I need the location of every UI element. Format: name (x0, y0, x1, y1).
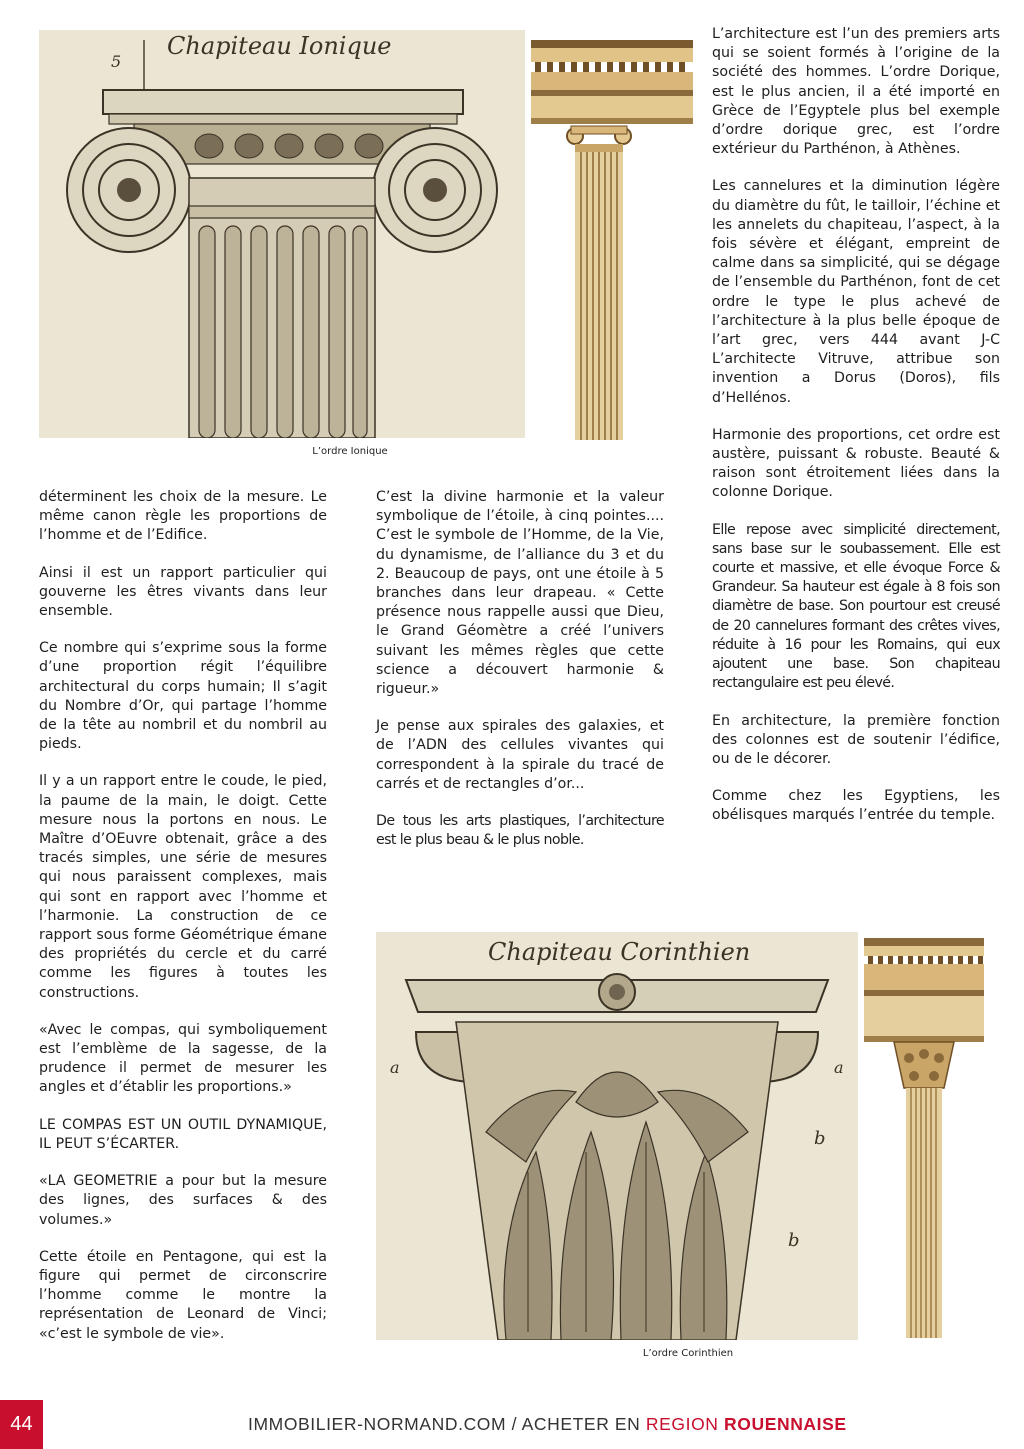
right-paragraph-2: Les cannelures et la diminution légère du diamètre du fût, le tailloir, l’échine et les annelets du chapiteau, l’aspect, à la fois sévère et élégant, empreint de calme dans sa simplicité, qui se dégage de l’ensemble du Parthénon, font de cet ordre le type le plus achevé de l’architecture à la plus belle époque de l’art grec, vers 444 avant J-C L’architecte Vitruve, attribue son invention a Dorus (Doros), fils d’Hellénos. (712, 178, 1000, 406)
ionic-engraving-title: Chapiteau Ionique (167, 32, 392, 60)
right-paragraph-1: L’architecture est l’un des premiers arts qui se soient formés à l’origine de la société des hommes. L’ordre Dorique, est le plus ancien, il a été importé en Grèce de l’Egyptele plus bel exemple d’ordre dorique grec, est l’ordre extérieur du Parthénon, à Athènes. (712, 26, 1000, 158)
corinthian-caption: L’ordre Corinthien (642, 1348, 734, 1359)
left-paragraph-2: Ainsi il est un rapport particulier qui gouverne les êtres vivants dans leur ensemble. (39, 564, 327, 620)
left-paragraph-5: «Avec le compas, qui symboliquement est l’emblème de la sagesse, de la prudence il permet de mesurer les angles et d’établir les proportions.» (39, 1021, 327, 1096)
corinthian-marker-a-right: a (834, 1058, 844, 1077)
footer-site: IMMOBILIER-NORMAND.COM (248, 1414, 507, 1434)
footer-acheter: ACHETER EN (521, 1414, 646, 1434)
left-paragraph-8: Cette étoile en Pentagone, qui est la figure qui permet de circonscrire l’homme comme le montre la représentation de Leonard de Vinci; «c’est le symbole de vie». (39, 1248, 327, 1342)
right-paragraph-4: Elle repose avec simplicité directement, sans base sur le soubassement. Elle est courte et massive, et elle évoque Force & Grandeur. Sa hauteur est égale à 8 fois son diamètre de base. Son pourtour est creusé de 20 cannelures formant des crêtes vives, réduite à 16 pour les Romains, qui eux ajoutent une base. Son chapiteau rectangulaire est peu élevé. (712, 521, 1000, 692)
ionic-capital-engraving (39, 30, 525, 438)
corinthian-capital-engraving (376, 932, 858, 1340)
left-paragraph-4: Il y a un rapport entre le coude, le pied, la paume de la main, le doigt. Cette mesure nous la portons en nous. Le Maître d’OEuvre obtenait, grâce a des tracés simples, une série de mesures qui nous paraissent complexes, mais qui sont en rapport avec l’homme et l’harmonie. La construction de ce rapport sous forme Géométrique émane des propriétés du cercle et du carré comme les figures à toutes les constructions. (39, 773, 327, 1001)
corinthian-marker-b-lower: b (788, 1230, 800, 1251)
middle-paragraph-2: Je pense aux spirales des galaxies, et de l’ADN des cellules vivantes qui correspondent à la spirale du tracé de carrés et de rectangles d’or... (376, 718, 664, 792)
footer-city: ROUENNAISE (724, 1414, 847, 1434)
left-paragraph-6: LE COMPAS EST UN OUTIL DYNAMIQUE, IL PEUT S’ÉCARTER. (39, 1116, 327, 1152)
corinthian-engraving-title: Chapiteau Corinthien (488, 938, 751, 966)
corinthian-column-illustration (864, 938, 984, 1338)
footer-region: REGION (645, 1414, 724, 1434)
doric-column-illustration (531, 40, 693, 440)
corinthian-marker-a-left: a (390, 1058, 400, 1077)
footer-line (248, 1414, 847, 1435)
left-paragraph-1: déterminent les choix de la mesure. Le même canon règle les proportions de l’homme et de l’Edifice. (39, 489, 327, 544)
corinthian-column-drawing (864, 938, 984, 1338)
right-text-column (712, 25, 1000, 844)
left-paragraph-3: Ce nombre qui s’exprime sous la forme d’une proportion régit l’équilibre architectural du corps humain; Il s’agit du Nombre d’Or, qui partage l’homme de la tête au nombril et du nombril au pieds. (39, 640, 327, 753)
page-number-badge (0, 1400, 43, 1449)
left-text-column (39, 488, 327, 1362)
left-paragraph-7: «LA GEOMETRIE a pour but la mesure des lignes, des surfaces & des volumes.» (39, 1173, 327, 1228)
ionic-engraving-marker: 5 (111, 52, 122, 71)
page-number: 44 (10, 1413, 33, 1435)
ionic-capital-drawing (39, 30, 525, 438)
right-paragraph-3: Harmonie des proportions, cet ordre est austère, puissant & robuste. Beauté & raison sont étroitement liées dans la colonne Dorique. (712, 426, 1000, 501)
right-paragraph-5: En architecture, la première fonction des colonnes est de soutenir l’édifice, ou de le décorer. (712, 712, 1000, 767)
corinthian-marker-b-upper: b (814, 1128, 826, 1149)
middle-paragraph-1: C’est la divine harmonie et la valeur symbolique de l’étoile, à cinq pointes.... C’est le symbole de l’Homme, de la Vie, du dynamisme, de l’alliance du 3 et du 2. Beaucoup de pays, ont une étoile à 5 branches dans leur drapeau. « Cette présence nous rappelle aussi que Dieu, le Grand Géomètre a créé l’univers suivant les mêmes règles que cette science a découvert harmonie & rigueur.» (376, 489, 664, 698)
footer-separator: / (506, 1414, 522, 1434)
middle-text-column (376, 488, 664, 868)
corinthian-capital-drawing (376, 932, 858, 1340)
ionic-caption: L’ordre Ionique (312, 446, 388, 457)
middle-paragraph-3: De tous les arts plastiques, l’architecture est le plus beau & le plus noble. (376, 813, 664, 849)
doric-column-drawing (531, 40, 693, 440)
right-paragraph-6: Comme chez les Egyptiens, les obélisques marqués l’entrée du temple. (712, 788, 1000, 824)
